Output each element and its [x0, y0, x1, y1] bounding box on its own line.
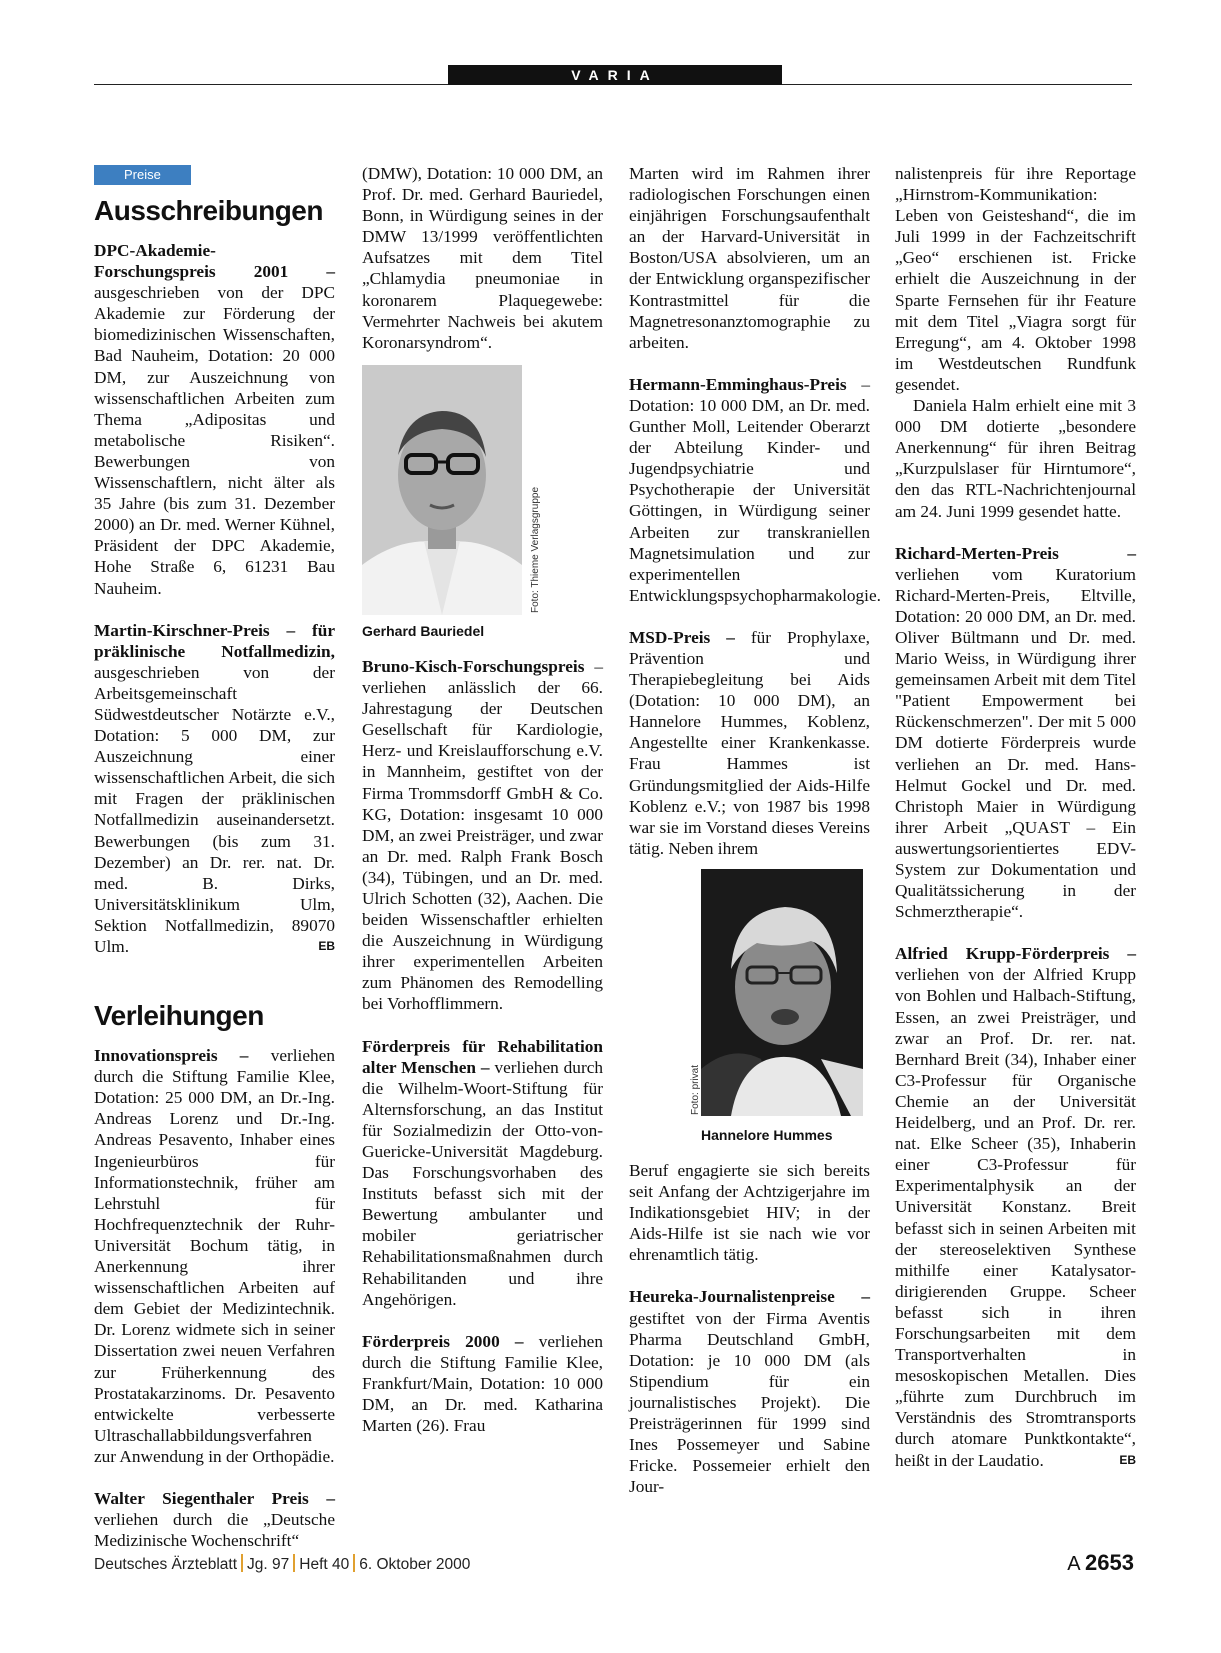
- article-bruno-kisch: [362, 656, 603, 1015]
- article-foerderpreis-2000: [362, 1331, 603, 1436]
- article-text: verliehen durch die Stiftung Familie Klee, Frankfurt/Main, Dotation: 10 000 DM, an Dr. med. Katharina Marten (26). Frau: [362, 1331, 603, 1436]
- article-title: DPC-Akademie-Forschungspreis 2001 –: [94, 241, 335, 282]
- article-martin-kirschner: [94, 620, 335, 958]
- footer-separator: [293, 1554, 295, 1572]
- article-text: nalistenpreis für ihre Reportage „Hirnstrom-Kommunikation: Leben von Geisteshand“, die im Juli 1999 in der Fachzeitschrift „Geo“ erschienen ist. Fricke erhielt die Auszeichnung in der Sparte Fernsehen für ihr Feature mit dem Titel „Viagra sorgt für Erregung“, am 4. Oktober 1998 im Westdeutschen Rundfunk gesendet.: [895, 164, 1136, 394]
- article-text: (DMW), Dotation: 10 000 DM, an Prof. Dr. med. Gerhard Bauriedel, Bonn, in Würdigung seines in der DMW 13/1999 veröffentlichten Aufsatzes mit dem Titel „Chlamydia pneumoniae in koronarem Plaquegewebe: Vermehrter Nachweis bei akutem Koronarsyndrom“.: [362, 164, 603, 352]
- article-title: Förderpreis für Rehabilitation alter Menschen –: [362, 1036, 603, 1077]
- article-richard-merten: [895, 543, 1136, 923]
- article-text: verliehen durch die Wilhelm-Woort-Stiftung für Alternsforschung, an das Institut für Sozialmedizin der Otto-von-Guericke-Universität Magdeburg. Das Forschungsvorhaben des Instituts befasst sich mit der Bewertung ambulanter und mobiler geriatrischer Rehabilitationsmaßnahmen durch Rehabilitanden und ihre Angehörigen.: [362, 1057, 604, 1309]
- photo-caption: Hannelore Hummes: [701, 1126, 833, 1143]
- article-heureka: [629, 1286, 870, 1497]
- journal-date: 6. Oktober 2000: [359, 1556, 471, 1573]
- article-msd: [629, 627, 870, 859]
- article-title: Hermann-Emminghaus-Preis: [629, 374, 847, 394]
- article-text: für Prophylaxe, Prävention und Therapiebegleitung bei Aids (Dotation: 10 000 DM), an Hannelore Hummes, Koblenz, Angestellte einer Krankenkasse. Frau Hammes ist Gründungsmitglied der Aids-Hilfe Koblenz e.V.; von 1987 bis 1998 war sie im Vorstand dieses Vereins tätig. Neben ihrem: [629, 627, 870, 858]
- article-title: MSD-Preis –: [629, 627, 735, 647]
- article-title: Walter Siegenthaler Preis –: [94, 1488, 335, 1508]
- article-text: verliehen durch die „Deutsche Medizinische Wochenschrift“: [94, 1510, 335, 1551]
- photo-credit: Foto: privat: [690, 1064, 701, 1115]
- portrait-image: [362, 365, 522, 615]
- journal-issue: Heft 40: [299, 1556, 350, 1573]
- article-text: – verliehen anlässlich der 66. Jahrestagung der Deutschen Gesellschaft für Kardiologie, Herz- und Kreislaufforschung e.V. in Mannheim, gestiftet von der Firma Trommsdorff GmbH & Co. KG, Dotation: insgesamt 10 000 DM, an zwei Preisträger, und zwar an Dr. med. Ralph Frank Bosch (34), Tübingen, und an Dr. med. Ulrich Schotten (32), Aachen. Die beiden Wissenschaftler erhielten die Auszeichnung in Würdigung ihrer experimentellen Arbeiten zum Phänomen des Remodelling bei Vorhofflimmern.: [362, 656, 603, 1014]
- article-rehabilitation: [362, 1036, 603, 1310]
- article-emminghaus: [629, 374, 881, 606]
- section-label: VARIA: [448, 65, 782, 85]
- photo-caption: Gerhard Bauriedel: [362, 622, 485, 639]
- article-title: Förderpreis 2000 –: [362, 1331, 524, 1351]
- article-marten-cont: [629, 163, 870, 353]
- portrait-image: [701, 869, 863, 1116]
- page-number: [1067, 1550, 1134, 1576]
- article-alfried-krupp: [895, 943, 1136, 1470]
- article-text: ausgeschrieben von der DPC Akademie zur Förderung der biomedizinischen Wissenschaften, Bad Nauheim, Dotation: 20 000 DM, zur Auszeichnung von wissenschaftlichen Arbeiten zum Thema „Adipositas und metabolische Risiken“. Bewerbungen von Wissenschaftlern, nicht älter als 35 Jahre (bis zum 31. Dezember 2000) an Dr. med. Werner Kühnel, Präsident der DPC Akademie, Hohe Straße 6, 61231 Bau Nauheim.: [94, 283, 335, 598]
- heading-ausschreibungen: Ausschreibungen: [94, 195, 323, 226]
- column-3: [629, 163, 881, 1497]
- author-initials: EB: [1119, 1452, 1136, 1467]
- heading-verleihungen: Verleihungen: [94, 1000, 264, 1032]
- article-text: gestiftet von der Firma Aventis Pharma Deutschland GmbH, Dotation: je 10 000 DM (als Stipendium für ein journalistisches Projekt). Die Preisträgerinnen für 1999 sind Ines Possemeyer und Sabine Fricke. Possemeier erhielt den Jour-: [629, 1308, 870, 1497]
- column-1: [94, 163, 335, 1551]
- footer-separator: [241, 1554, 243, 1572]
- article-text: ausgeschrieben von der Arbeitsgemeinschaft Südwestdeutscher Notärzte e.V., Dotation: 5 000 DM, zur Auszeichnung einer wissenschaftlichen Arbeit, die sich mit Fragen der präklinischen Notfallmedizin auseinandersetzt. Bewerbungen (bis zum 31. Dezember) an Dr. rer. nat. Dr. med. B. Dirks, Universitätsklinikum Ulm, Sektion Notfallmedizin, 89070 Ulm.: [94, 662, 335, 956]
- article-halm: [895, 395, 1136, 522]
- article-text: Marten wird im Rahmen ihrer radiologischen Forschungen einen einjährigen Forschungsaufenthalt an der Harvard-Universität in Boston/USA absolvieren, um an der Entwicklung organspezifischer Kontrastmittel für die Magnetresonanztomographie zu arbeiten.: [629, 164, 870, 352]
- column-2: [362, 163, 603, 1436]
- page-footer: [94, 1554, 470, 1574]
- article-dpc: [94, 240, 335, 599]
- article-text: – Dotation: 10 000 DM, an Dr. med. Gunther Moll, Leitender Oberarzt der Abteilung Kinder- und Jugendpsychiatrie und Psychotherapie der Universität Göttingen, in Würdigung seiner Arbeiten zur transkraniellen Magnetsimulation und zur experimentellen Entwicklungspsychopharmakologie.: [629, 374, 881, 605]
- page-prefix: A: [1067, 1553, 1080, 1575]
- article-siegenthaler-cont: [362, 163, 603, 353]
- article-text: verliehen vom Kuratorium Richard-Merten-Preis, Eltville, Dotation: 20 000 DM, an Dr. med. Oliver Bültmann und Dr. med. Mario Weiss, in Würdigung ihrer gemeinsamen Arbeit mit dem Titel "Patient Empowerment bei Rückenschmerzen". Der mit 5 000 DM dotierte Förderpreis wurde verliehen an Dr. med. Hans-Helmut Gockel und Dr. med. Christoph Maier in Würdigung ihrer Arbeit „QUAST – Ein auswertungsorientiertes EDV-System zur Dokumentation und Qualitätssicherung in der Schmerztherapie“.: [895, 564, 1136, 922]
- article-title: Richard-Merten-Preis –: [895, 543, 1136, 563]
- article-siegenthaler: [94, 1488, 335, 1551]
- article-text: Daniela Halm erhielt eine mit 3 000 DM dotierte „besondere Anerkennung“ für ihren Beitrag „Kurzpulslaser für Hirntumore“, den das RTL-Nachrichtenjournal am 24. Juni 1999 gesendet hatte.: [895, 396, 1136, 521]
- article-text: verliehen durch die Stiftung Familie Klee, Dotation: 25 000 DM, an Dr.-Ing. Andreas Lorenz und Dr.-Ing. Andreas Pesavento, Inhaber eines Ingenieurbüros für Informationstechnik, früher am Lehrstuhl für Hochfrequenztechnik der Ruhr-Universität Bochum tätig, in Anerkennung ihrer wissenschaftlichen Arbeiten auf dem Gebiet der Medizintechnik. Dr. Lorenz widmete sich in seiner Dissertation zwei neuen Verfahren zur Früherkennung des Prostatakarzinoms. Dr. Pesavento entwickelte verbesserte Ultraschallabbildungsverfahren zur Anwendung in der Orthopädie.: [94, 1046, 335, 1466]
- journal-volume: Jg. 97: [247, 1556, 290, 1573]
- category-tag: Preise: [94, 165, 191, 185]
- page-number-value: 2653: [1085, 1550, 1134, 1575]
- article-text: Beruf engagierte sie sich bereits seit Anfang der Achtzigerjahre im Indikationsgebiet HIV; in der Aids-Hilfe ist sie nach wie vor ehrenamtlich tätig.: [629, 1161, 870, 1265]
- article-title: Alfried Krupp-Förderpreis –: [895, 944, 1136, 964]
- article-title: Innovationspreis –: [94, 1046, 249, 1066]
- article-text: verliehen von der Alfried Krupp von Bohlen und Halbach-Stiftung, Essen, an zwei Preisträger, und zwar an Prof. Dr. rer. nat. Bernhard Breit (34), Inhaber einer C3-Professur für Organische Chemie an der Universität Heidelberg, und an Prof. Dr. rer. nat. Elke Scheer (35), Inhaberin einer C3-Professur für Experimentalphysik an der Universität Konstanz. Breit befasst sich in seinen Arbeiten mit der stereoselektiven Synthese mithilfe einer Katalysator-dirigierenden Gruppe. Scheer befasst sich in ihren Forschungsarbeiten mit dem Transportverhalten in mesoskopischen Metallen. Dies „führte zum Durchbruch im Verständnis des Stromtransports durch atomare Punktkontakte“, heißt in der Laudatio.: [895, 965, 1136, 1470]
- article-title: Bruno-Kisch-Forschungspreis: [362, 656, 585, 676]
- author-initials: EB: [318, 939, 335, 953]
- column-4: [895, 163, 1136, 1471]
- footer-separator: [353, 1554, 355, 1572]
- article-title: Heureka-Journalistenpreise –: [629, 1287, 870, 1307]
- journal-name: Deutsches Ärzteblatt: [94, 1556, 238, 1573]
- photo-credit: Foto: Thieme Verlagsgruppe: [530, 486, 541, 613]
- photo-hummes: [690, 869, 871, 1119]
- photo-bauriedel: [362, 365, 541, 615]
- article-innovationspreis: [94, 1045, 335, 1467]
- article-msd-cont: [629, 1160, 870, 1265]
- article-heureka-cont: [895, 163, 1136, 395]
- article-title: Martin-Kirschner-Preis – für präklinische Notfallmedizin,: [94, 620, 335, 661]
